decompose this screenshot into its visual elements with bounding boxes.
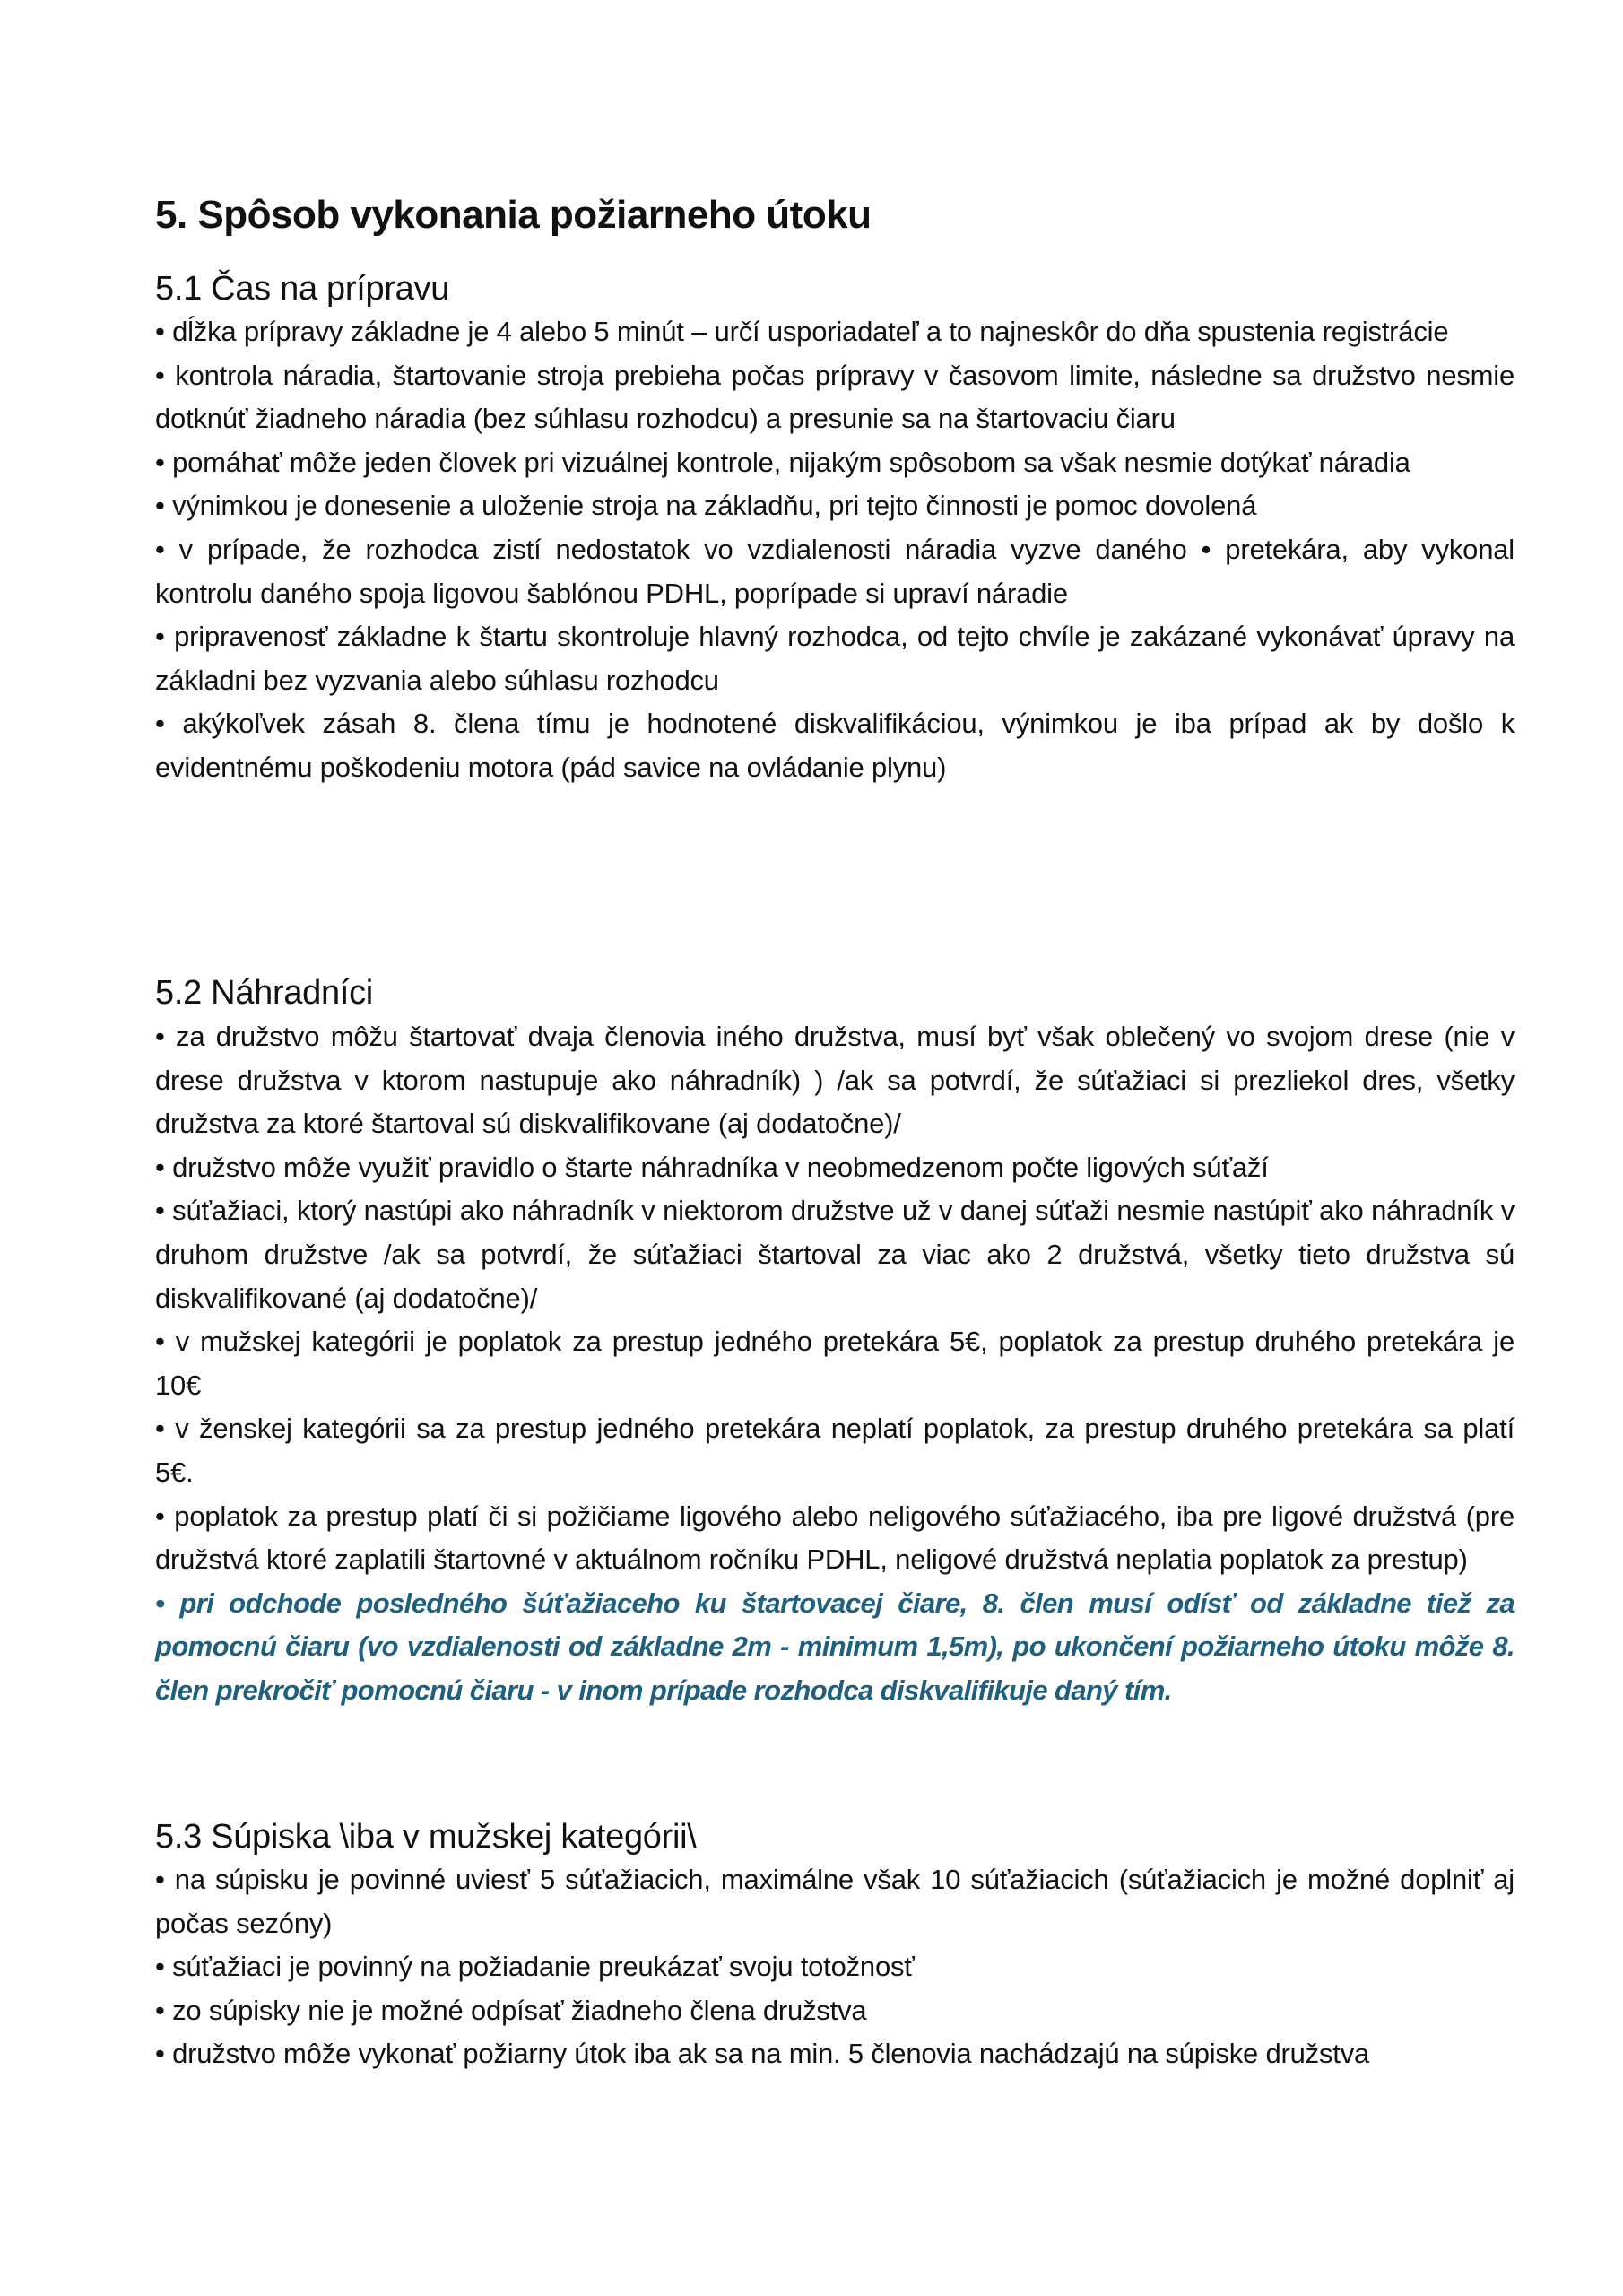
list-item: • družstvo môže využiť pravidlo o štarte náhradníka v neobmedzenom počte ligových súťaží	[155, 1151, 1269, 1183]
list-item: • akýkoľvek zásah 8. člena tímu je hodnotené diskvalifikáciou, výnimkou je iba prípad ak by došlo k evidentnému poškodeniu motora (pád savice na ovládanie plynu)	[155, 708, 1515, 783]
page-title: 5. Spôsob vykonania požiarneho útoku	[155, 193, 872, 237]
list-item: • zo súpisky nie je možné odpísať žiadneho člena družstva	[155, 1994, 867, 2026]
list-item: • v ženskej kategórii sa za prestup jedného pretekára neplatí poplatok, za prestup druhého pretekára sa platí 5€.	[155, 1413, 1515, 1488]
highlighted-rule: • pri odchode posledného šúťažiaceho ku štartovacej čiare, 8. člen musí odísť od základne tiež za pomocnú čiaru (vo vzdialenosti od základne 2m - minimum 1,5m), po ukončení požiarneho útoku môže 8. člen prekročiť pomocnú čiaru - v inom prípade rozhodca diskvalifikuje daný tím.	[155, 1587, 1515, 1706]
list-item: • súťažiaci, ktorý nastúpi ako náhradník v niektorom družstve už v danej súťaži nesmie nastúpiť ako náhradník v druhom družstve /ak sa potvrdí, že súťažiaci štartoval za viac ako 2 družstvá, všetky tieto družstva sú diskvalifikované (aj dodatočne)/	[155, 1195, 1515, 1314]
list-item: • pripravenosť základne k štartu skontroluje hlavný rozhodca, od tejto chvíle je zakázané vykonávať úpravy na základni bez vyzvania alebo súhlasu rozhodcu	[155, 621, 1515, 696]
list-item: • poplatok za prestup platí či si požičiame ligového alebo neligového súťažiacého, iba pre ligové družstvá (pre družstvá ktoré zaplatili štartovné v aktuálnom ročníku PDHL, neligové družstvá neplatia poplatok za prestup)	[155, 1500, 1515, 1576]
list-item: • výnimkou je donesenie a uloženie stroja na základňu, pri tejto činnosti je pomoc dovolená	[155, 490, 1257, 522]
list-item: • pomáhať môže jeden človek pri vizuálnej kontrole, nijakým spôsobom sa však nesmie dotýkať náradia	[155, 446, 1410, 478]
section-5-2-body	[155, 1015, 1515, 1713]
list-item: • súťažiaci je povinný na požiadanie preukázať svoju totožnosť	[155, 1951, 915, 1983]
list-item: • na súpisku je povinné uviesť 5 súťažiacich, maximálne však 10 súťažiacich (súťažiacich je možné doplniť aj počas sezóny)	[155, 1864, 1515, 1939]
section-heading-5-2: 5.2 Náhradníci	[155, 974, 373, 1012]
list-item: • v mužskej kategórii je poplatok za prestup jedného pretekára 5€, poplatok za prestup druhého pretekára je 10€	[155, 1326, 1515, 1401]
section-5-3-body	[155, 1858, 1515, 2076]
list-item: • v prípade, že rozhodca zistí nedostatok vo vzdialenosti náradia vyzve daného • pretekára, aby vykonal kontrolu daného spoja ligovou šablónou PDHL, poprípade si upraví náradie	[155, 533, 1515, 609]
section-5-1-body	[155, 310, 1515, 790]
list-item: • družstvo môže vykonať požiarny útok iba ak sa na min. 5 členovia nachádzajú na súpiske družstva	[155, 2038, 1370, 2070]
list-item: • dĺžka prípravy základne je 4 alebo 5 minút – určí usporiadateľ a to najneskôr do dňa spustenia registrácie	[155, 316, 1449, 347]
list-item: • kontrola náradia, štartovanie stroja prebieha počas prípravy v časovom limite, následne sa družstvo nesmie dotknúť žiadneho náradia (bez súhlasu rozhodcu) a presunie sa na štartovaciu čiaru	[155, 359, 1515, 435]
section-heading-5-3: 5.3 Súpiska \iba v mužskej kategórii\	[155, 1818, 697, 1856]
section-heading-5-1: 5.1 Čas na prípravu	[155, 270, 450, 308]
list-item: • za družstvo môžu štartovať dvaja členovia iného družstva, musí byť však oblečený vo svojom drese (nie v drese družstva v ktorom nastupuje ako náhradník) ) /ak sa potvrdí, že súťažiaci si prezliekol dres, všetky družstva za ktoré štartoval sú diskvalifikovane (aj dodatočne)/	[155, 1021, 1515, 1140]
